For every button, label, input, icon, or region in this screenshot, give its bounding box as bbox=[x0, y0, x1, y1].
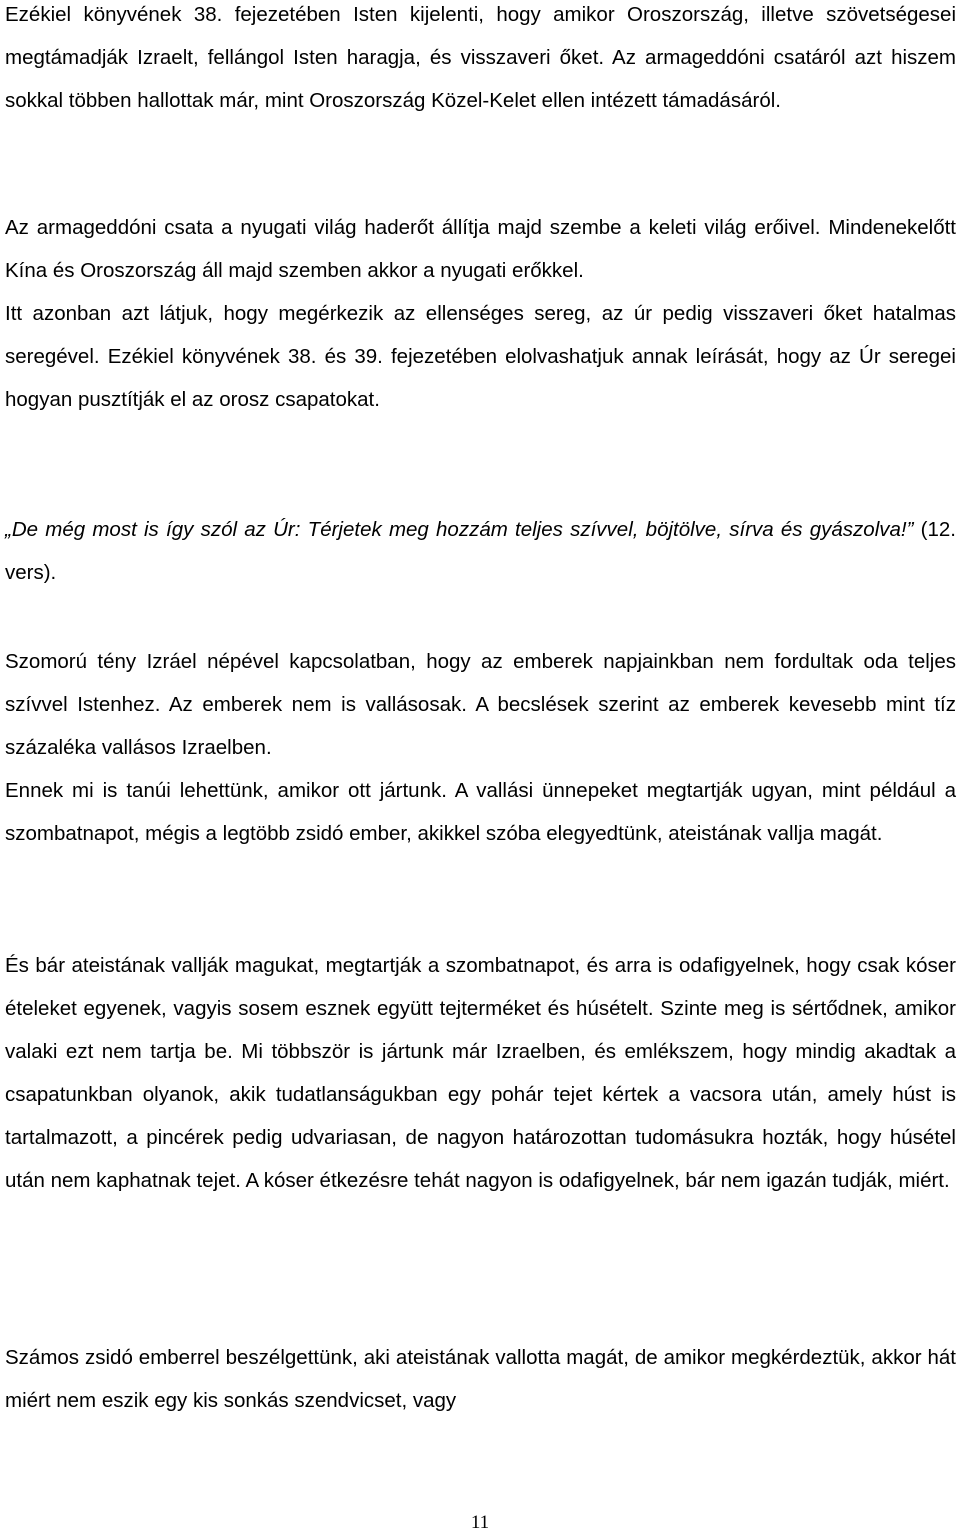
bible-quote: „De még most is így szól az Úr: Térjetek meg hozzám teljes szívvel, böjtölve, sírva és gyászolva!” bbox=[5, 518, 914, 541]
paragraph-4-text: Szomorú tény Izráel népével kapcsolatban, hogy az emberek napjainkban nem fordultak oda teljes szívvel Istenhez. Az emberek nem is vallásosak. A becslések szerint az emberek kevesebb mint tíz százaléka vallásos Izraelben. bbox=[5, 650, 956, 759]
paragraph-6-text: És bár ateistának vallják magukat, megtartják a szombatnapot, és arra is odafigyelnek, hogy csak kóser ételeket egyenek, vagyis sosem esznek együtt tejterméket és húsételt. Szinte meg is sértődnek, amikor valaki ezt nem tartja be. Mi többször is jártunk már Izraelben, és emlékszem, hogy mindig akadtak a csapatunkban olyanok, akik tudatlanságukban egy pohár tejet kértek a vacsora után, amely húst is tartalmazott, a pincérek pedig udvariasan, de nagyon határozottan tudomásukra hozták, hogy húsétel után nem kaphatnak tejet. A kóser étkezésre tehát nagyon is odafigyelnek, bár nem igazán tudják, miért. bbox=[5, 954, 956, 1192]
paragraph-2-text: Az armageddóni csata a nyugati világ haderőt állítja majd szembe a keleti világ erőivel. Mindenekelőtt Kína és Oroszország áll majd szemben akkor a nyugati erőkkel. bbox=[5, 216, 956, 282]
page-number: 11 bbox=[470, 1512, 490, 1533]
paragraph-7 bbox=[5, 1336, 956, 1422]
paragraph-4 bbox=[5, 640, 956, 855]
paragraph-1-text: Ezékiel könyvének 38. fejezetében Isten kijelenti, hogy amikor Oroszország, illetve szövetségesei megtámadják Izraelt, fellángol Isten haragja, és visszaveri őket. Az armageddóni csatáról azt hiszem sokkal többen hallottak már, mint Oroszország Közel-Kelet ellen intézett támadásáról. bbox=[5, 3, 956, 112]
quote-paragraph bbox=[5, 508, 956, 594]
paragraph-5-text: Ennek mi is tanúi lehettünk, amikor ott jártunk. A vallási ünnepeket megtartják ugyan, mint például a szombatnapot, mégis a legtöbb zsidó ember, akikkel szóba elegyedtünk, ateistának vallja magát. bbox=[5, 779, 956, 845]
quote-reference: (12. vers). bbox=[5, 518, 956, 584]
paragraph-7-text: Számos zsidó emberrel beszélgettünk, aki ateistának vallotta magát, de amikor megkérdeztük, akkor hát miért nem eszik egy kis sonkás szendvicset, vagy bbox=[5, 1346, 956, 1412]
paragraph-2 bbox=[5, 206, 956, 421]
paragraph-6 bbox=[5, 944, 956, 1202]
paragraph-1 bbox=[5, 0, 956, 122]
paragraph-3-text: Itt azonban azt látjuk, hogy megérkezik az ellenséges sereg, az úr pedig visszaveri őket hatalmas seregével. Ezékiel könyvének 38. és 39. fejezetében elolvashatjuk annak leírását, hogy az Úr seregei hogyan pusztítják el az orosz csapatokat. bbox=[5, 302, 956, 411]
